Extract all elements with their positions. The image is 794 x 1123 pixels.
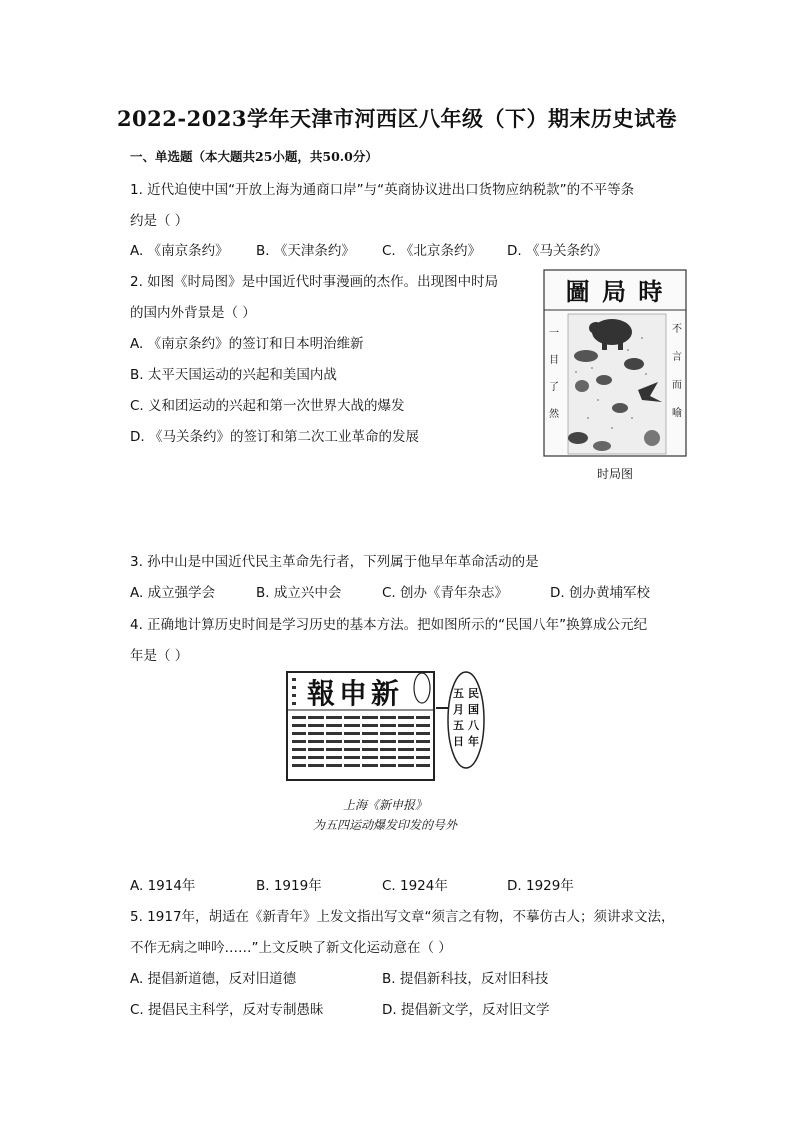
section-heading: 一、单选题（本大题共25小题，共50.0分）: [130, 149, 378, 164]
shijutu-header: 圖 局 時: [565, 277, 665, 306]
q2-stem-line2: 的国内外背景是（ ）: [130, 305, 256, 321]
q3-stem-line1: 3. 孙中山是中国近代民主革命先行者，下列属于他早年革命活动的是: [130, 554, 539, 570]
q5-option-c[interactable]: C. 提倡民主科学，反对专制愚昧: [130, 1002, 324, 1018]
q5-stem-line1: 5. 1917年，胡适在《新青年》上发文指出写文章“须言之有物，不摹仿古人；须讲求文法，: [130, 909, 675, 925]
shijutu-right-text: 不 言 而 喻: [672, 324, 682, 419]
q4-option-a[interactable]: A. 1914年: [130, 878, 196, 894]
shijutu-caption: 时局图: [596, 467, 633, 481]
q4-stem-line2: 年是（ ）: [130, 648, 189, 664]
q4-option-d[interactable]: D. 1929年: [507, 878, 574, 894]
q1-option-a[interactable]: A. 《南京条约》: [130, 243, 229, 259]
q2-stem-line1: 2. 如图《时局图》是中国近代时事漫画的杰作。出现图中时局: [130, 274, 499, 290]
newspaper-masthead: 報申新: [307, 677, 404, 710]
q3-option-a[interactable]: A. 成立强学会: [130, 585, 216, 601]
q4-stem-line1: 4. 正确地计算历史时间是学习历史的基本方法。把如图所示的“民国八年”换算成公元纪: [130, 617, 648, 633]
xinshenbao-figure: [272, 668, 498, 840]
q2-option-b[interactable]: B. 太平天国运动的兴起和美国内战: [130, 367, 337, 383]
q1-option-d[interactable]: D. 《马关条约》: [507, 243, 607, 259]
date-column-year: 民国八年: [468, 687, 479, 748]
q1-stem-line2: 约是（ ）: [130, 213, 189, 229]
q1-stem-line1: 1. 近代迫使中国“开放上海为通商口岸”与“英商协议进出口货物应纳税款”的不平等条: [130, 182, 635, 198]
q3-option-d[interactable]: D. 创办黄埔军校: [550, 585, 650, 601]
page-title: 2022-2023学年天津市河西区八年级（下）期末历史试卷: [116, 106, 678, 131]
q2-option-c[interactable]: C. 义和团运动的兴起和第一次世界大战的爆发: [130, 398, 405, 414]
q4-option-b[interactable]: B. 1919年: [256, 878, 322, 894]
q1-option-b[interactable]: B. 《天津条约》: [256, 243, 355, 259]
newspaper-caption-1: 上海《新申报》: [342, 798, 427, 812]
shijutu-left-text: 一 目 了 然: [549, 328, 559, 420]
q3-option-b[interactable]: B. 成立兴中会: [256, 585, 342, 601]
q1-option-c[interactable]: C. 《北京条约》: [382, 243, 482, 259]
q2-option-d[interactable]: D. 《马关条约》的签订和第二次工业革命的发展: [130, 429, 419, 445]
q5-option-b[interactable]: B. 提倡新科技，反对旧科技: [382, 971, 549, 987]
q5-option-d[interactable]: D. 提倡新文学，反对旧文学: [382, 1002, 550, 1018]
date-column-day: 五月五日: [453, 687, 464, 748]
q5-stem-line2: 不作无病之呻吟……”上文反映了新文化运动意在（ ）: [130, 940, 452, 956]
shijutu-figure: [542, 268, 688, 486]
q5-option-a[interactable]: A. 提倡新道德，反对旧道德: [130, 971, 297, 987]
q3-option-c[interactable]: C. 创办《青年杂志》: [382, 585, 509, 601]
q2-option-a[interactable]: A. 《南京条约》的签订和日本明治维新: [130, 336, 364, 352]
q4-option-c[interactable]: C. 1924年: [382, 878, 448, 894]
newspaper-caption-2: 为五四运动爆发印发的号外: [312, 818, 457, 832]
